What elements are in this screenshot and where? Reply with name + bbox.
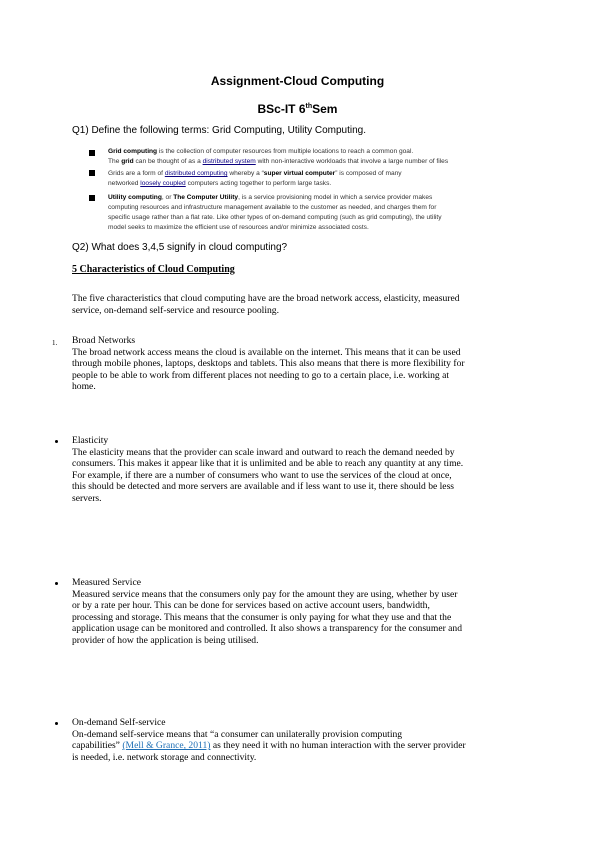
bullet-text: with non-interactive workloads that involve a large number of files xyxy=(255,158,449,165)
link-loosely-coupled[interactable]: loosely coupled xyxy=(140,180,186,187)
paragraph-line: servers. xyxy=(72,492,102,504)
document-subtitle xyxy=(0,102,595,116)
link-distributed-system[interactable]: distributed system xyxy=(202,158,256,165)
bullet-grids-line-2 xyxy=(108,179,331,189)
paragraph-line: home. xyxy=(72,381,96,393)
paragraph-line: people to be able to work from different places not needing to go to a certain place, i.e. working at xyxy=(72,369,450,381)
paragraph-line: The broad network access means the cloud is available on the internet. This means that it can be used xyxy=(72,346,461,358)
bullet-text: The xyxy=(108,158,122,165)
question-2: Q2) What does 3,4,5 signify in cloud computing? xyxy=(72,242,288,253)
list-number: 1. xyxy=(52,339,58,347)
bullet-text: whereby a “ xyxy=(227,170,264,177)
intro-paragraph xyxy=(72,293,527,316)
list-item-on-demand-self-service xyxy=(72,717,527,763)
paragraph-line: The five characteristics that cloud computing have are the broad network access, elasticity, measured xyxy=(72,293,460,304)
link-distributed-computing[interactable]: distributed computing xyxy=(164,170,228,177)
square-bullet-icon xyxy=(89,150,95,156)
paragraph-text: capabilities” xyxy=(72,740,123,752)
bullet-utility-line-2: computing resources and infrastructure management available to the customer as needed, and charges them for xyxy=(108,204,437,211)
paragraph-line: service, on-demand self-service and resource pooling. xyxy=(72,304,279,316)
question-1: Q1) Define the following terms: Grid Computing, Utility Computing. xyxy=(72,125,367,136)
citation-link[interactable]: (Mell & Grance, 2011) xyxy=(122,740,211,752)
term-grid-computing: Grid computing xyxy=(108,148,158,155)
list-item-elasticity xyxy=(72,435,527,505)
list-item-broad-networks xyxy=(72,335,527,393)
paragraph-line: consumers. This makes it appear like that it is unlimited and be able to reach any quantity at any time. xyxy=(72,458,464,470)
paragraph-line: On-demand self-service means that “a consumer can unilaterally provision computing xyxy=(72,728,403,740)
item-title: On-demand Self-service xyxy=(72,717,166,728)
paragraph-line: this should be detected and more servers are available and if less want to use it, there should be less xyxy=(72,481,455,493)
bullet-grid-computing-line-2 xyxy=(108,157,448,167)
paragraph-line: through mobile phones, laptops, desktops and tablets. This also means that there is more flexibility for xyxy=(72,358,465,370)
bullet-dot-icon xyxy=(55,722,58,725)
bullet-text: networked xyxy=(108,180,141,187)
bullet-text: is the collection of computer resources from multiple locations to reach a common goal. xyxy=(157,148,414,155)
bullet-text: , or xyxy=(161,194,174,201)
paragraph-line: provider of how the application is being utilised. xyxy=(72,634,259,646)
paragraph-line: The elasticity means that the provider can scale inward and outward to reach the demand needed by xyxy=(72,446,455,458)
term-grid: grid xyxy=(121,158,134,165)
item-title: Broad Networks xyxy=(72,335,136,346)
bullet-dot-icon xyxy=(55,582,58,585)
paragraph-line: application usage can be monitored and controlled. It also shows a transparency for the consumer and xyxy=(72,623,463,635)
subtitle-tail: Sem xyxy=(312,102,338,116)
paragraph-line: or by a rate per hour. This can be done for services based on active account users, bandwidth, xyxy=(72,600,430,612)
paragraph-line: For example, if there are a number of consumers who want to use the services of the cloud at once, xyxy=(72,469,452,481)
bullet-dot-icon xyxy=(55,440,58,443)
bullet-text: can be thought of as a xyxy=(133,158,203,165)
term-computer-utility: The Computer Utility xyxy=(173,194,239,201)
item-title: Measured Service xyxy=(72,577,141,588)
document-title: Assignment-Cloud Computing xyxy=(210,74,385,88)
paragraph-line: is needed, i.e. network storage and connectivity. xyxy=(72,751,257,763)
bullet-text: , is a service provisioning model in which a service provider makes xyxy=(238,194,433,201)
bullet-utility-line-3: specific usage rather than a flat rate. Like other types of on-demand computing (such as grid computing), the utility xyxy=(108,214,442,221)
bullet-text: ” is composed of many xyxy=(335,170,402,177)
paragraph-line: Measured service means that the consumers only pay for the amount they are using, whether by user xyxy=(72,588,458,600)
subtitle-main: BSc-IT 6 xyxy=(257,102,306,116)
square-bullet-icon xyxy=(89,195,95,201)
bullet-text: Grids are a form of xyxy=(108,170,165,177)
item-title: Elasticity xyxy=(72,435,109,446)
subtitle-superscript: th xyxy=(305,103,313,110)
section-heading: 5 Characteristics of Cloud Computing xyxy=(72,264,235,275)
bullet-grid-computing-line-1 xyxy=(108,147,413,157)
paragraph-text: as they need it with no human interaction with the server provider xyxy=(210,740,466,752)
bullet-utility-line-1 xyxy=(108,193,432,203)
list-item-measured-service xyxy=(72,577,527,647)
term-super-virtual-computer: super virtual computer xyxy=(263,170,336,177)
bullet-utility-line-4: model seeks to maximize the efficient use of resources and/or minimize associated costs. xyxy=(108,224,369,231)
bullet-grids-line-1 xyxy=(108,169,402,179)
paragraph-line: processing and storage. This means that the consumer is only paying for what they use and that the xyxy=(72,611,452,623)
paragraph-line xyxy=(72,740,527,752)
square-bullet-icon xyxy=(89,170,95,176)
bullet-text: computers acting together to perform large tasks. xyxy=(185,180,332,187)
term-utility-computing: Utility computing xyxy=(108,194,162,201)
